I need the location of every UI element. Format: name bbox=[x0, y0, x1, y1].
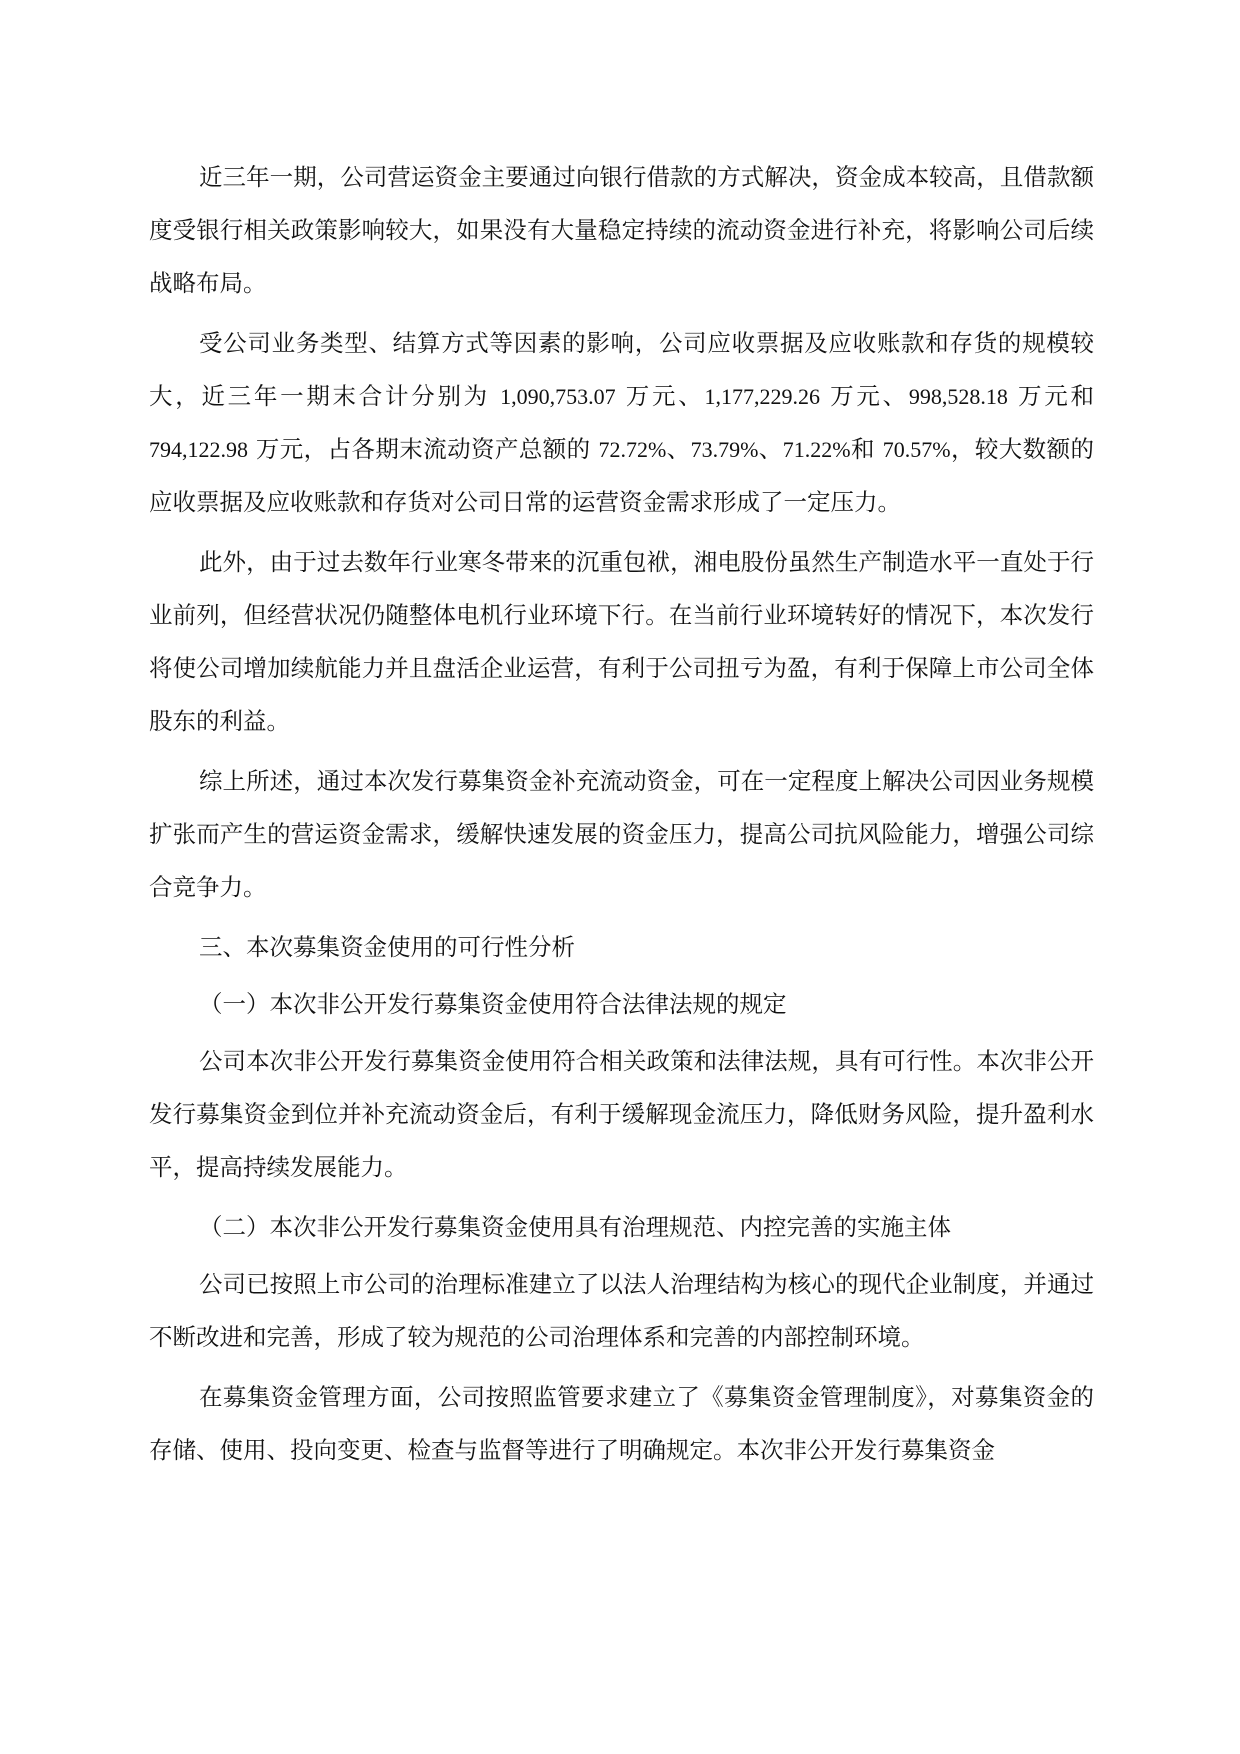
text-segment: 万元和 bbox=[1007, 382, 1094, 410]
paragraph-summary: 综上所述，通过本次发行募集资金补充流动资金，可在一定程度上解决公司因业务规模扩张而产生的营运资金需求，缓解快速发展的资金压力，提高公司抗风险能力，增强公司综合竞争力。 bbox=[149, 767, 1094, 901]
text-segment: 、 bbox=[758, 435, 783, 463]
document-body bbox=[149, 151, 1094, 1484]
paragraph-receivables bbox=[149, 317, 1094, 529]
section-heading-feasibility: 三、本次募集资金使用的可行性分析 bbox=[199, 933, 575, 961]
paragraph-governance: 公司已按照上市公司的治理标准建立了以法人治理结构为核心的现代企业制度，并通过不断改进和完善，形成了较为规范的公司治理体系和完善的内部控制环境。 bbox=[149, 1270, 1094, 1351]
subheading-legal-compliance: （一）本次非公开发行募集资金使用符合法律法规的规定 bbox=[199, 990, 787, 1018]
amount-value: 1,090,753.07 bbox=[500, 384, 616, 409]
text-segment: 万元、 bbox=[615, 382, 705, 410]
text-segment: 万元，占各期末流动资产总额的 bbox=[248, 435, 599, 463]
text-segment: 受公司业务类型、结算方式等因素的影响，公司应收票据及应收账款和存货的规模较大，近三年一期末合计分别为 bbox=[149, 329, 1094, 410]
amount-value: 998,528.18 bbox=[908, 384, 1008, 409]
paragraph-working-capital: 近三年一期，公司营运资金主要通过向银行借款的方式解决，资金成本较高，且借款额度受银行相关政策影响较大，如果没有大量稳定持续的流动资金进行补充，将影响公司后续战略布局。 bbox=[149, 163, 1094, 297]
percent-value: 73.79% bbox=[690, 437, 759, 462]
paragraph-industry-context: 此外，由于过去数年行业寒冬带来的沉重包袱，湘电股份虽然生产制造水平一直处于行业前列，但经营状况仍随整体电机行业环境下行。在当前行业环境转好的情况下，本次发行将使公司增加续航能力并且盘活企业运营，有利于公司扭亏为盈，有利于保障上市公司全体股东的利益。 bbox=[149, 548, 1094, 735]
text-segment: ，较大数额的应收票据及应收账款和存货对公司日常的运营资金需求形成了一定压力。 bbox=[149, 435, 1094, 516]
text-segment: 万元、 bbox=[819, 382, 909, 410]
percent-value: 72.72% bbox=[598, 437, 667, 462]
paragraph-legal-compliance: 公司本次非公开发行募集资金使用符合相关政策和法律法规，具有可行性。本次非公开发行募集资金到位并补充流动资金后，有利于缓解现金流压力，降低财务风险，提升盈利水平，提高持续发展能力。 bbox=[149, 1047, 1094, 1181]
paragraph-fund-management: 在募集资金管理方面，公司按照监管要求建立了《募集资金管理制度》，对募集资金的存储、使用、投向变更、检查与监督等进行了明确规定。本次非公开发行募集资金 bbox=[149, 1383, 1094, 1464]
percent-value: 71.22% bbox=[782, 437, 851, 462]
text-segment: 和 bbox=[850, 435, 883, 463]
amount-value: 1,177,229.26 bbox=[704, 384, 820, 409]
percent-value: 70.57% bbox=[882, 437, 951, 462]
text-segment: 、 bbox=[666, 435, 691, 463]
subheading-governance: （二）本次非公开发行募集资金使用具有治理规范、内控完善的实施主体 bbox=[199, 1213, 951, 1241]
amount-value: 794,122.98 bbox=[149, 437, 248, 462]
